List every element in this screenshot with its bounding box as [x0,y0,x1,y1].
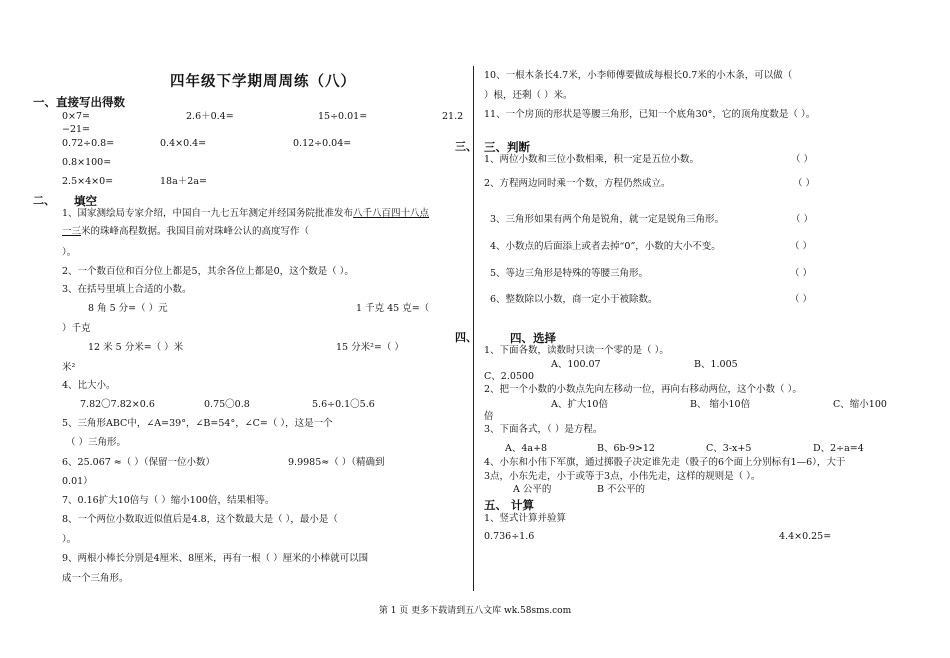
compare-b: 0.75〇0.8 [204,399,250,410]
judge-q1: 1、两位小数和三位小数相乘，积一定是五位小数。 [484,154,700,165]
judge-q6: 6、整数除以小数，商一定小于被除数。 [490,294,658,305]
fill-q7: 7、0.16扩大10倍与（ ）缩小100倍，结果相等。 [62,495,275,506]
judge-q3-paren: （ ） [791,214,814,225]
fill-q4: 4、比大小。 [62,380,116,391]
choice-q2-b: B、 缩小10倍 [690,399,751,410]
sec1-item: 0.8×100= [62,157,112,168]
everest-height-words: 八千八百四十八点 [353,208,430,219]
fill-q5: 5、三角形ABC中，∠A=39°，∠B=54°，∠C=（ ），这是一个 [62,418,333,429]
page-footer: 第 1 页 更多下载请到五八文库 wk.58sms.com [378,606,572,616]
choice-q4-a-opt: A 公平的 [513,484,552,495]
choice-q1: 1、下面各数，读数时只读一个零的是（ ）。 [484,345,669,356]
choice-q2-d: 倍 [484,411,494,422]
fill-q1-line3: ）。 [62,247,77,258]
sec1-item: 2.5×4×0= [62,176,114,187]
section-3-heading: 三、判断 [484,140,530,154]
sec1-item: 15÷0.01= [318,111,368,122]
section-3-marker: 三、 [455,140,477,153]
sec1-item: 0.12÷0.04= [293,138,352,149]
fill-q6: 6、25.067 ≈（ ）（保留一位小数） [62,457,216,468]
fill-q3-d2: 米² [62,362,76,373]
sec1-item: 21.2 [442,111,464,122]
everest-height-words-end: 一三 [62,226,82,237]
choice-q1-c: C、2.0500 [484,371,535,382]
calc-item: 4.4×0.25= [779,531,832,542]
fill-q6-b: 9.9985≈（ ）（精确到 [288,457,385,468]
choice-q1-a: A、100.07 [551,359,601,370]
fill-q3-c: 12 米 5 分米=（ ）米 [88,342,184,353]
judge-q5-paren: （ ） [790,268,813,279]
fill-q10: 10、一根木条长4.7米，小李师傅要做成每根长0.7米的小木条，可以做（ [484,70,793,81]
judge-q1-paren: （ ） [791,154,814,165]
choice-q3-b: B、6b-9>12 [597,443,655,454]
judge-q5: 5、等边三角形是特殊的等腰三角形。 [490,268,649,279]
fill-q1-text2: 米的珠峰高程数据。我国目前对珠峰公认的高度写作（ [81,226,310,237]
calc-instruction: 1、竖式计算并验算 [484,513,567,524]
choice-q4-b: 3点，小东先走，小于或等于3点，小伟先走，这样的规则是（ ）。 [484,471,761,482]
choice-q2-a: A、扩大10倍 [551,399,608,410]
judge-q2: 2、方程两边同时乘一个数，方程仍然成立。 [484,178,671,189]
section-2-marker: 二、 [33,194,55,207]
sec1-item: 0×7= [62,111,91,122]
fill-q1-text: 1、国家测绘局专家介绍，中国自一九七五年测定并经国务院批准发布 [62,208,354,219]
section-4-marker: 四、 [455,331,477,344]
sec1-item: 0.4×0.4= [160,138,207,149]
section-2-heading: 填空 [74,194,97,208]
sec1-item: 18a＋2a= [160,176,207,187]
choice-q4-b-opt: B 不公平的 [597,484,646,495]
page-title: 四年级下学期周周练（八） [170,73,356,90]
choice-q3-c: C、3-x+5 [706,443,752,454]
judge-q6-paren: （ ） [790,294,813,305]
fill-q1-line2 [62,226,309,238]
sec1-item: 0.72÷0.8= [62,138,115,149]
choice-q3-a: A、4a+8 [505,443,548,454]
choice-q1-b: B、1.005 [694,359,738,370]
fill-q3: 3、在括号里填上合适的小数。 [62,284,192,295]
judge-q4-paren: （ ） [790,241,813,252]
choice-q2-c: C、缩小100 [833,399,887,410]
choice-q3-d: D、2÷a=4 [813,443,864,454]
fill-q9-b: 成一个三角形。 [62,573,129,584]
section-1-heading: 一、直接写出得数 [33,95,125,109]
fill-q3-d: 15 分米²=（ ） [336,342,404,353]
fill-q10-b: ）根，还剩（ ）米。 [484,90,573,101]
fill-q1-line1 [62,208,429,220]
fill-q3-b: 1 千克 45 克=（ [356,303,430,314]
judge-q2-paren: （ ） [793,178,816,189]
fill-q8: 8、一个两位小数取近似值后是4.8，这个数最大是（ ），最小是（ [62,514,338,525]
fill-q6-c: 0.01） [62,476,93,487]
fill-q8-b: ）。 [62,534,77,545]
choice-q3: 3、下面各式，（ ）是方程。 [484,424,603,435]
section-4-heading: 四、选择 [510,331,556,345]
fill-q9: 9、两根小棒长分别是4厘米、8厘米，再有一根（ ）厘米的小棒就可以围 [62,553,369,564]
fill-q2: 2、一个数百位和百分位上都是5，其余各位上都是0，这个数是（ ）。 [62,266,354,277]
judge-q4: 4、小数点的后面添上或者去掉“0”，小数的大小不变。 [490,241,721,252]
sec1-item: 2.6＋0.4= [186,111,234,122]
fill-q5-b: （ ）三角形。 [66,437,127,448]
section-5-heading: 五、 计算 [484,498,535,512]
fill-q3-b2: ）千克 [62,323,91,334]
choice-q2: 2、把一个小数的小数点先向左移动一位，再向右移动两位，这个小数（ ）。 [484,384,802,395]
judge-q3: 3、三角形如果有两个角是锐角，就一定是锐角三角形。 [490,214,725,225]
choice-q4: 4、小东和小伟下军旗，通过掷骰子决定谁先走（骰子的6个面上分别标有1—6），大于 [484,457,846,468]
compare-c: 5.6÷0.1〇5.6 [312,399,375,410]
fill-q3-a: 8 角 5 分=（ ）元 [88,303,168,314]
compare-a: 7.82〇7.82×0.6 [80,399,155,410]
calc-item: 0.736÷1.6 [484,531,535,542]
sec1-item: −21= [62,124,91,135]
fill-q11: 11、一个房顶的形状是等腰三角形，已知一个底角30°，它的顶角度数是（ ）。 [484,109,816,120]
